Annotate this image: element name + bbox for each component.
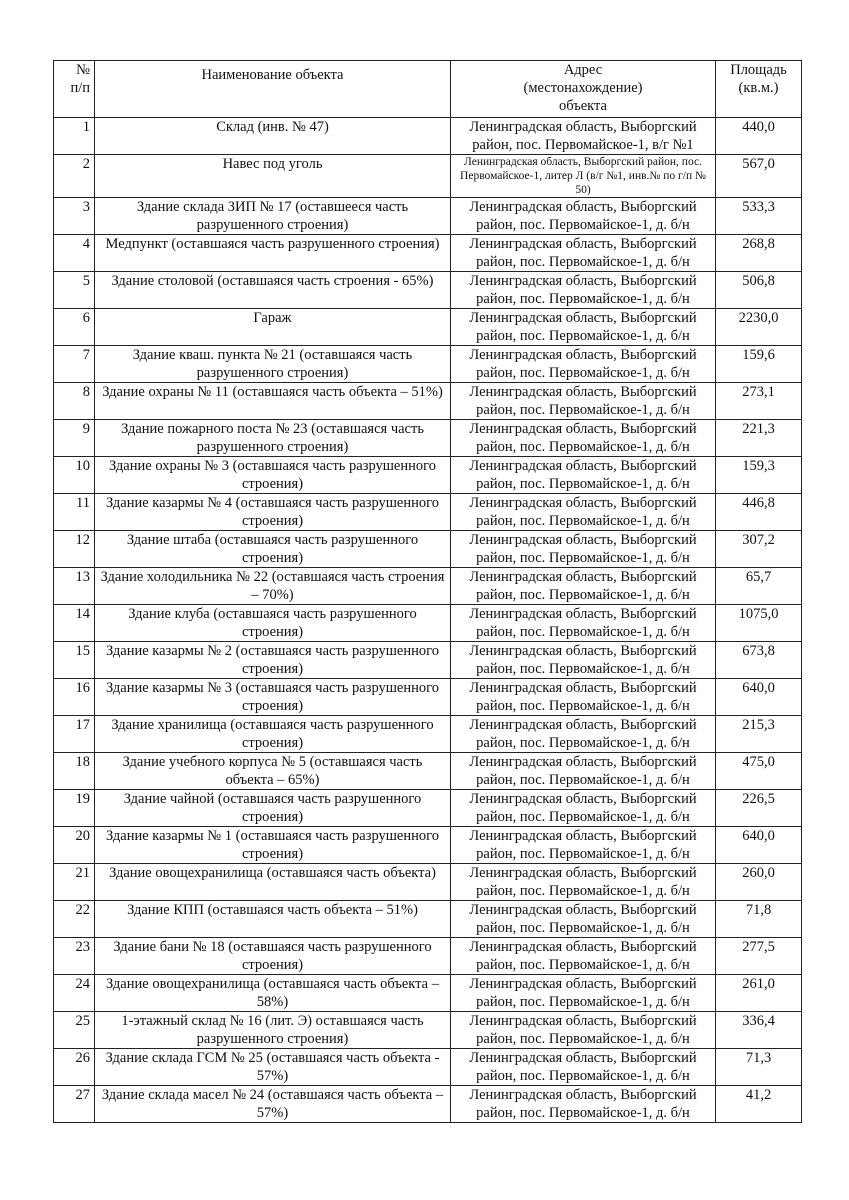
row-area: 159,6 — [716, 346, 802, 383]
row-number: 8 — [54, 383, 95, 420]
row-number: 7 — [54, 346, 95, 383]
row-area: 336,4 — [716, 1012, 802, 1049]
table-body — [54, 118, 802, 1123]
row-address: Ленинградская область, Выборгский район, пос. Первомайское-1, д. б/н — [451, 679, 716, 716]
table-row — [54, 235, 802, 272]
header-area-line1: Площадь — [730, 62, 787, 78]
row-area: 1075,0 — [716, 605, 802, 642]
row-area: 475,0 — [716, 753, 802, 790]
table-row — [54, 1086, 802, 1123]
row-address: Ленинградская область, Выборгский район, пос. Первомайское-1, д. б/н — [451, 605, 716, 642]
row-address: Ленинградская область, Выборгский район, пос. Первомайское-1, д. б/н — [451, 1012, 716, 1049]
row-address: Ленинградская область, Выборгский район, пос. Первомайское-1, д. б/н — [451, 716, 716, 753]
row-address: Ленинградская область, Выборгский район, пос. Первомайское-1, литер Л (в/г №1, инв.№ по г/п № 50) — [451, 155, 716, 198]
header-number — [54, 61, 95, 118]
table-row — [54, 1012, 802, 1049]
row-address: Ленинградская область, Выборгский район, пос. Первомайское-1, д. б/н — [451, 1086, 716, 1123]
table-row — [54, 642, 802, 679]
row-object-name: Здание охраны № 11 (оставшаяся часть объекта – 51%) — [95, 383, 451, 420]
row-area: 261,0 — [716, 975, 802, 1012]
row-area: 260,0 — [716, 864, 802, 901]
row-address: Ленинградская область, Выборгский район, пос. Первомайское-1, д. б/н — [451, 901, 716, 938]
row-address: Ленинградская область, Выборгский район, пос. Первомайское-1, д. б/н — [451, 383, 716, 420]
table-row — [54, 383, 802, 420]
row-number: 5 — [54, 272, 95, 309]
row-object-name: Здание хранилища (оставшаяся часть разрушенного строения) — [95, 716, 451, 753]
row-number: 16 — [54, 679, 95, 716]
row-address: Ленинградская область, Выборгский район, пос. Первомайское-1, д. б/н — [451, 938, 716, 975]
row-number: 19 — [54, 790, 95, 827]
row-number: 3 — [54, 198, 95, 235]
row-object-name: Здание бани № 18 (оставшаяся часть разрушенного строения) — [95, 938, 451, 975]
header-number-line2: п/п — [70, 80, 90, 96]
row-address: Ленинградская область, Выборгский район, пос. Первомайское-1, д. б/н — [451, 1049, 716, 1086]
row-object-name: Здание казармы № 3 (оставшаяся часть разрушенного строения) — [95, 679, 451, 716]
row-address: Ленинградская область, Выборгский район, пос. Первомайское-1, д. б/н — [451, 420, 716, 457]
row-object-name: Здание казармы № 1 (оставшаяся часть разрушенного строения) — [95, 827, 451, 864]
row-number: 9 — [54, 420, 95, 457]
row-address: Ленинградская область, Выборгский район, пос. Первомайское-1, д. б/н — [451, 531, 716, 568]
row-number: 18 — [54, 753, 95, 790]
table-row — [54, 827, 802, 864]
row-number: 21 — [54, 864, 95, 901]
row-area: 268,8 — [716, 235, 802, 272]
row-number: 24 — [54, 975, 95, 1012]
row-object-name: Здание казармы № 2 (оставшаяся часть разрушенного строения) — [95, 642, 451, 679]
row-number: 13 — [54, 568, 95, 605]
row-area: 673,8 — [716, 642, 802, 679]
table-row — [54, 309, 802, 346]
row-address: Ленинградская область, Выборгский район, пос. Первомайское-1, д. б/н — [451, 198, 716, 235]
row-address: Ленинградская область, Выборгский район, пос. Первомайское-1, д. б/н — [451, 346, 716, 383]
row-object-name: Здание столовой (оставшаяся часть строения - 65%) — [95, 272, 451, 309]
row-address: Ленинградская область, Выборгский район, пос. Первомайское-1, д. б/н — [451, 790, 716, 827]
row-number: 20 — [54, 827, 95, 864]
row-area: 2230,0 — [716, 309, 802, 346]
table-row — [54, 494, 802, 531]
table-row — [54, 753, 802, 790]
header-address-line2: (местонахождение) — [523, 80, 643, 96]
row-number: 25 — [54, 1012, 95, 1049]
row-number: 17 — [54, 716, 95, 753]
row-area: 440,0 — [716, 118, 802, 155]
table-row — [54, 420, 802, 457]
row-object-name: Здание пожарного поста № 23 (оставшаяся часть разрушенного строения) — [95, 420, 451, 457]
row-number: 2 — [54, 155, 95, 198]
header-number-line1: № — [76, 62, 90, 78]
row-address: Ленинградская область, Выборгский район, пос. Первомайское-1, д. б/н — [451, 864, 716, 901]
row-object-name: Медпункт (оставшаяся часть разрушенного строения) — [95, 235, 451, 272]
row-object-name: Здание овощехранилища (оставшаяся часть объекта) — [95, 864, 451, 901]
header-name-label: Наименование объекта — [201, 67, 344, 83]
row-address: Ленинградская область, Выборгский район, пос. Первомайское-1, д. б/н — [451, 235, 716, 272]
row-number: 14 — [54, 605, 95, 642]
row-address: Ленинградская область, Выборгский район, пос. Первомайское-1, д. б/н — [451, 568, 716, 605]
row-area: 71,3 — [716, 1049, 802, 1086]
row-area: 277,5 — [716, 938, 802, 975]
row-number: 23 — [54, 938, 95, 975]
row-object-name: Навес под уголь — [95, 155, 451, 198]
table-row — [54, 198, 802, 235]
table-row — [54, 457, 802, 494]
row-area: 65,7 — [716, 568, 802, 605]
row-area: 446,8 — [716, 494, 802, 531]
header-address-line3: объекта — [558, 98, 607, 114]
row-number: 15 — [54, 642, 95, 679]
table-row — [54, 531, 802, 568]
row-number: 22 — [54, 901, 95, 938]
row-area: 41,2 — [716, 1086, 802, 1123]
row-object-name: Гараж — [95, 309, 451, 346]
row-object-name: Здание КПП (оставшаяся часть объекта – 51%) — [95, 901, 451, 938]
row-area: 273,1 — [716, 383, 802, 420]
table-row — [54, 975, 802, 1012]
table-row — [54, 901, 802, 938]
row-object-name: Здание холодильника № 22 (оставшаяся часть строения – 70%) — [95, 568, 451, 605]
table-row — [54, 716, 802, 753]
header-address — [451, 61, 716, 118]
table-row — [54, 118, 802, 155]
row-object-name: Здание склада ЗИП № 17 (оставшееся часть разрушенного строения) — [95, 198, 451, 235]
row-area: 640,0 — [716, 827, 802, 864]
row-number: 4 — [54, 235, 95, 272]
row-object-name: Здание клуба (оставшаяся часть разрушенного строения) — [95, 605, 451, 642]
table-row — [54, 605, 802, 642]
row-address: Ленинградская область, Выборгский район, пос. Первомайское-1, д. б/н — [451, 827, 716, 864]
row-object-name: Здание склада ГСМ № 25 (оставшаяся часть объекта - 57%) — [95, 1049, 451, 1086]
table-row — [54, 864, 802, 901]
row-area: 215,3 — [716, 716, 802, 753]
row-object-name: Здание казармы № 4 (оставшаяся часть разрушенного строения) — [95, 494, 451, 531]
header-address-line1: Адрес — [563, 62, 603, 78]
table-row — [54, 568, 802, 605]
row-area: 567,0 — [716, 155, 802, 198]
row-area: 533,3 — [716, 198, 802, 235]
row-area: 71,8 — [716, 901, 802, 938]
row-area: 506,8 — [716, 272, 802, 309]
table-row — [54, 679, 802, 716]
row-number: 1 — [54, 118, 95, 155]
table-row — [54, 790, 802, 827]
row-object-name: Склад (инв. № 47) — [95, 118, 451, 155]
row-area: 640,0 — [716, 679, 802, 716]
row-address: Ленинградская область, Выборгский район, пос. Первомайское-1, д. б/н — [451, 272, 716, 309]
table-row — [54, 272, 802, 309]
row-number: 11 — [54, 494, 95, 531]
row-area: 226,5 — [716, 790, 802, 827]
row-number: 27 — [54, 1086, 95, 1123]
header-area — [716, 61, 802, 118]
row-object-name: Здание чайной (оставшаяся часть разрушенного строения) — [95, 790, 451, 827]
row-address: Ленинградская область, Выборгский район, пос. Первомайское-1, д. б/н — [451, 642, 716, 679]
row-number: 10 — [54, 457, 95, 494]
table-row — [54, 1049, 802, 1086]
row-address: Ленинградская область, Выборгский район, пос. Первомайское-1, д. б/н — [451, 457, 716, 494]
row-object-name: Здание учебного корпуса № 5 (оставшаяся часть объекта – 65%) — [95, 753, 451, 790]
header-name — [95, 61, 451, 118]
row-address: Ленинградская область, Выборгский район, пос. Первомайское-1, в/г №1 — [451, 118, 716, 155]
table-row — [54, 346, 802, 383]
row-address: Ленинградская область, Выборгский район, пос. Первомайское-1, д. б/н — [451, 975, 716, 1012]
property-table — [53, 60, 802, 1123]
row-object-name: Здание кваш. пункта № 21 (оставшаяся часть разрушенного строения) — [95, 346, 451, 383]
row-area: 307,2 — [716, 531, 802, 568]
row-object-name: Здание овощехранилища (оставшаяся часть объекта – 58%) — [95, 975, 451, 1012]
header-area-line2: (кв.м.) — [738, 80, 779, 96]
row-address: Ленинградская область, Выборгский район, пос. Первомайское-1, д. б/н — [451, 753, 716, 790]
row-number: 12 — [54, 531, 95, 568]
row-area: 159,3 — [716, 457, 802, 494]
row-number: 6 — [54, 309, 95, 346]
row-address: Ленинградская область, Выборгский район, пос. Первомайское-1, д. б/н — [451, 309, 716, 346]
row-object-name: 1-этажный склад № 16 (лит. Э) оставшаяся часть разрушенного строения) — [95, 1012, 451, 1049]
row-object-name: Здание склада масел № 24 (оставшаяся часть объекта – 57%) — [95, 1086, 451, 1123]
row-object-name: Здание охраны № 3 (оставшаяся часть разрушенного строения) — [95, 457, 451, 494]
table-header-row — [54, 61, 802, 118]
row-address: Ленинградская область, Выборгский район, пос. Первомайское-1, д. б/н — [451, 494, 716, 531]
row-area: 221,3 — [716, 420, 802, 457]
row-object-name: Здание штаба (оставшаяся часть разрушенного строения) — [95, 531, 451, 568]
row-number: 26 — [54, 1049, 95, 1086]
table-row — [54, 938, 802, 975]
table-row — [54, 155, 802, 198]
